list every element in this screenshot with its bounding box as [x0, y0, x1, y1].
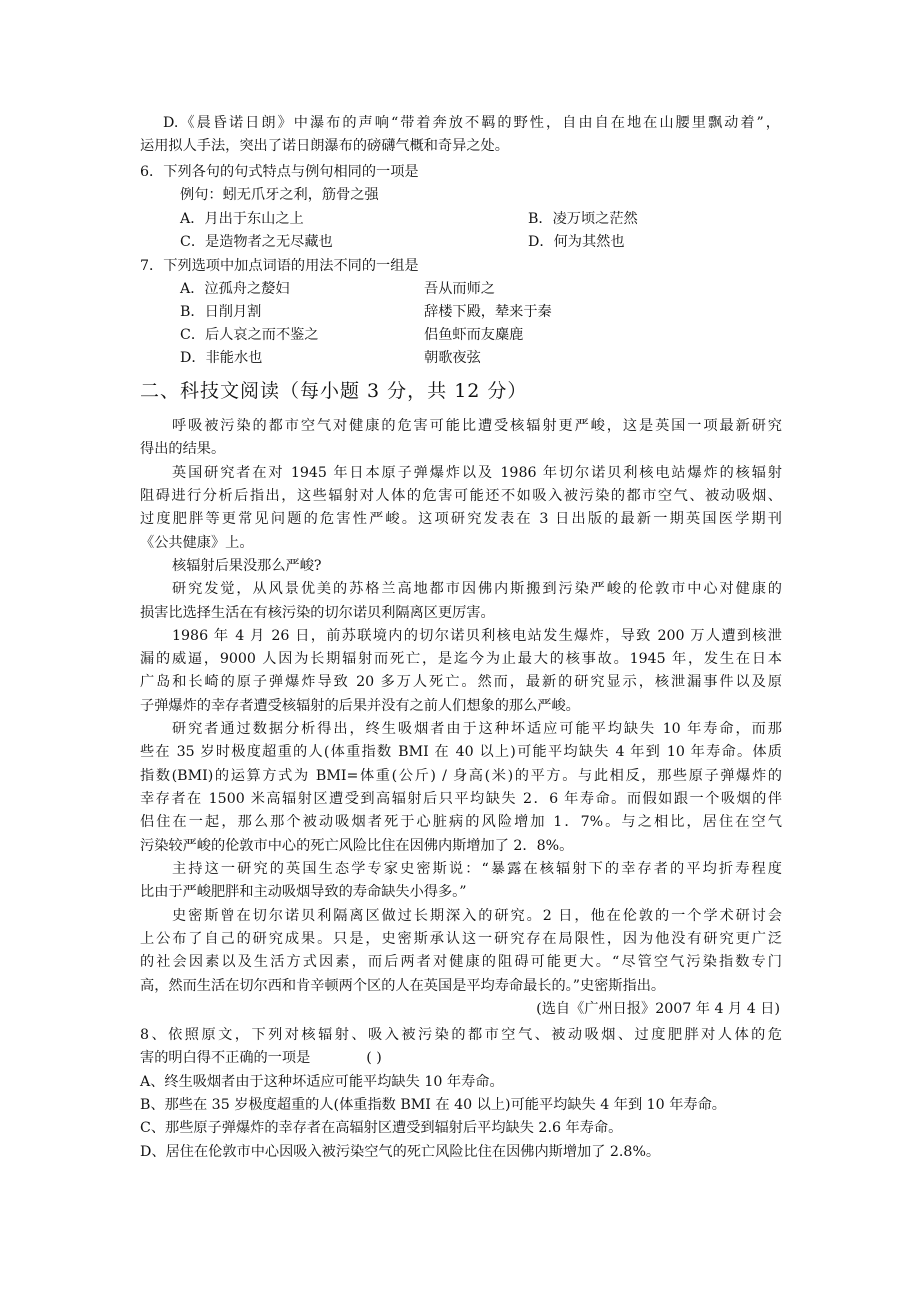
section-heading: 二、科技文阅读（每小题 3 分，共 12 分） [140, 380, 528, 402]
q7-option-c-left: C．后人哀之而不鉴之 [180, 327, 319, 343]
q8-option-c: C、那些原子弹爆炸的幸存者在高辐射区遭受到辐射后平均缺失 2.6 年寿命。 [140, 1120, 623, 1136]
passage-p6-line1: 研究者通过数据分析得出，终生吸烟者由于这种坏适应可能平均缺失 10 年寿命，而那 [172, 721, 782, 737]
passage-source: (选自《广州日报》2007 年 4 月 4 日) [536, 1001, 780, 1017]
passage-p7-line1: 主持这一研究的英国生态学专家史密斯说：“暴露在核辐射下的幸存者的平均折寿程度 [172, 861, 782, 877]
q8-option-a: A、终生吸烟者由于这种坏适应可能平均缺失 10 年寿命。 [140, 1074, 504, 1090]
q8-option-b: B、那些在 35 岁极度超重的人(体重指数 BMI 在 40 以上)可能平均缺失 4 年到 10 年寿命。 [140, 1097, 726, 1113]
q7-stem: 7．下列选项中加点词语的用法不同的一组是 [140, 258, 419, 274]
passage-p8-line1: 史密斯曾在切尔诺贝利隔离区做过长期深入的研究。2 日，他在伦敦的一个学术研讨会 [172, 908, 782, 924]
passage-p2-line1: 英国研究者在对 1945 年日本原子弹爆炸以及 1986 年切尔诺贝利核电站爆炸的核辐射 [172, 465, 782, 481]
passage-p7-line2: 比由于严峻肥胖和主动吸烟导致的寿命缺失小得多。” [140, 884, 467, 900]
q7-option-d-right: 朝歌夜弦 [424, 350, 481, 366]
q7-option-b-left: B．日削月割 [180, 304, 262, 320]
passage-p8-line3: 的社会因素以及生活方式因素，而后两者对健康的阻碍可能更大。“尽管空气污染指数专门 [140, 954, 782, 970]
q6-stem: 6．下列各句的句式特点与例句相同的一项是 [140, 164, 419, 180]
q7-option-a-left: A．泣孤舟之嫠妇 [180, 281, 290, 297]
q5-option-d-line2: 运用拟人手法，突出了诺日朗瀑布的磅礴气概和奇异之处。 [140, 138, 509, 154]
q6-option-c: C．是造物者之无尽藏也 [180, 234, 333, 250]
passage-p6-line3: 指数(BMI)的运算方式为 BMI=体重(公斤) / 身高(米)的平方。与此相反，那些原子弹爆炸的 [140, 768, 782, 784]
q6-option-d: D．何为其然也 [528, 234, 625, 250]
passage-p4-line1: 研究发觉，从风景优美的苏格兰高地都市因佛内斯搬到污染严峻的伦敦市中心对健康的 [172, 581, 782, 597]
passage-p6-line5: 侣住在一起，那么那个被动吸烟者死于心脏病的风险增加 1．7%。与之相比，居住在空气 [140, 814, 782, 830]
passage-p5-line1: 1986 年 4 月 26 日，前苏联境内的切尔诺贝利核电站发生爆炸，导致 200 万人遭到核泄 [172, 628, 782, 644]
passage-p5-line3: 广岛和长崎的原子弹爆炸导致 20 多万人死亡。然而，最新的研究显示，核泄漏事件以及原 [140, 674, 782, 690]
q8-stem-line1: 8、依照原文，下列对核辐射、吸入被污染的都市空气、被动吸烟、过度肥胖对人体的危 [140, 1027, 782, 1043]
q6-option-a: A．月出于东山之上 [180, 211, 304, 227]
q8-option-d: D、居住在伦敦市中心因吸入被污染空气的死亡风险比住在因佛内斯增加了 2.8%。 [140, 1144, 661, 1160]
passage-p2-line2: 阻碍进行分析后指出，这些辐射对人体的危害可能还不如吸入被污染的都市空气、被动吸烟、 [140, 488, 782, 504]
passage-p3: 核辐射后果没那么严峻? [172, 558, 322, 574]
passage-p6-line2: 些在 35 岁时极度超重的人(体重指数 BMI 在 40 以上)可能平均缺失 4 年到 10 年寿命。体质 [140, 744, 782, 760]
passage-p2-line3: 过度肥胖等更常见问题的危害性严峻。这项研究发表在 3 日出版的最新一期英国医学期刊 [140, 511, 782, 527]
passage-p1-line2: 得出的结果。 [140, 441, 226, 457]
passage-p8-line4: 高，然而生活在切尔西和肯辛顿两个区的人在英国是平均寿命最长的。”史密斯指出。 [140, 978, 666, 994]
q5-option-d-line1: D.《晨昏诺日朗》中瀑布的声响“带着奔放不羁的野性，自由自在地在山腰里飘动着”， [163, 115, 780, 131]
q7-option-b-right: 辞楼下殿，辇来于秦 [424, 304, 552, 320]
q8-stem-text: 害的明白得不正确的一项是 [140, 1050, 311, 1066]
q6-option-b: B．凌万顷之茫然 [528, 211, 638, 227]
passage-p1-line1: 呼吸被污染的都市空气对健康的危害可能比遭受核辐射更严峻，这是英国一项最新研究 [172, 418, 782, 434]
q7-option-a-right: 吾从而师之 [424, 281, 495, 297]
passage-p8-line2: 上公布了自己的研究成果。只是，史密斯承认这一研究存在局限性，因为他没有研究更广泛 [140, 931, 782, 947]
passage-p6-line6: 污染较严峻的伦敦市中心的死亡风险比住在因佛内斯增加了 2．8%。 [140, 838, 574, 854]
q7-option-c-right: 侣鱼虾而友麋鹿 [424, 327, 524, 343]
q7-option-d-left: D．非能水也 [180, 350, 263, 366]
q8-answer-blank[interactable]: ( ) [366, 1050, 382, 1066]
passage-p6-line4: 幸存者在 1500 米高辐射区遭受到高辐射后只平均缺失 2．6 年寿命。而假如跟一个吸烟的伴 [140, 791, 782, 807]
q8-stem-line2 [140, 1047, 432, 1069]
q6-example: 例句：蚓无爪牙之利，筋骨之强 [180, 187, 379, 203]
passage-p2-line4: 《公共健康》上。 [140, 535, 254, 551]
passage-p5-line2: 漏的威逼，9000 人因为长期辐射而死亡，是迄今为止最大的核事故。1945 年，发生在日本 [140, 651, 782, 667]
passage-p4-line2: 损害比选择生活在有核污染的切尔诺贝利隔离区更厉害。 [140, 605, 495, 621]
passage-p5-line4: 子弹爆炸的幸存者遭受核辐射的后果并没有之前人们想象的那么严峻。 [140, 698, 580, 714]
